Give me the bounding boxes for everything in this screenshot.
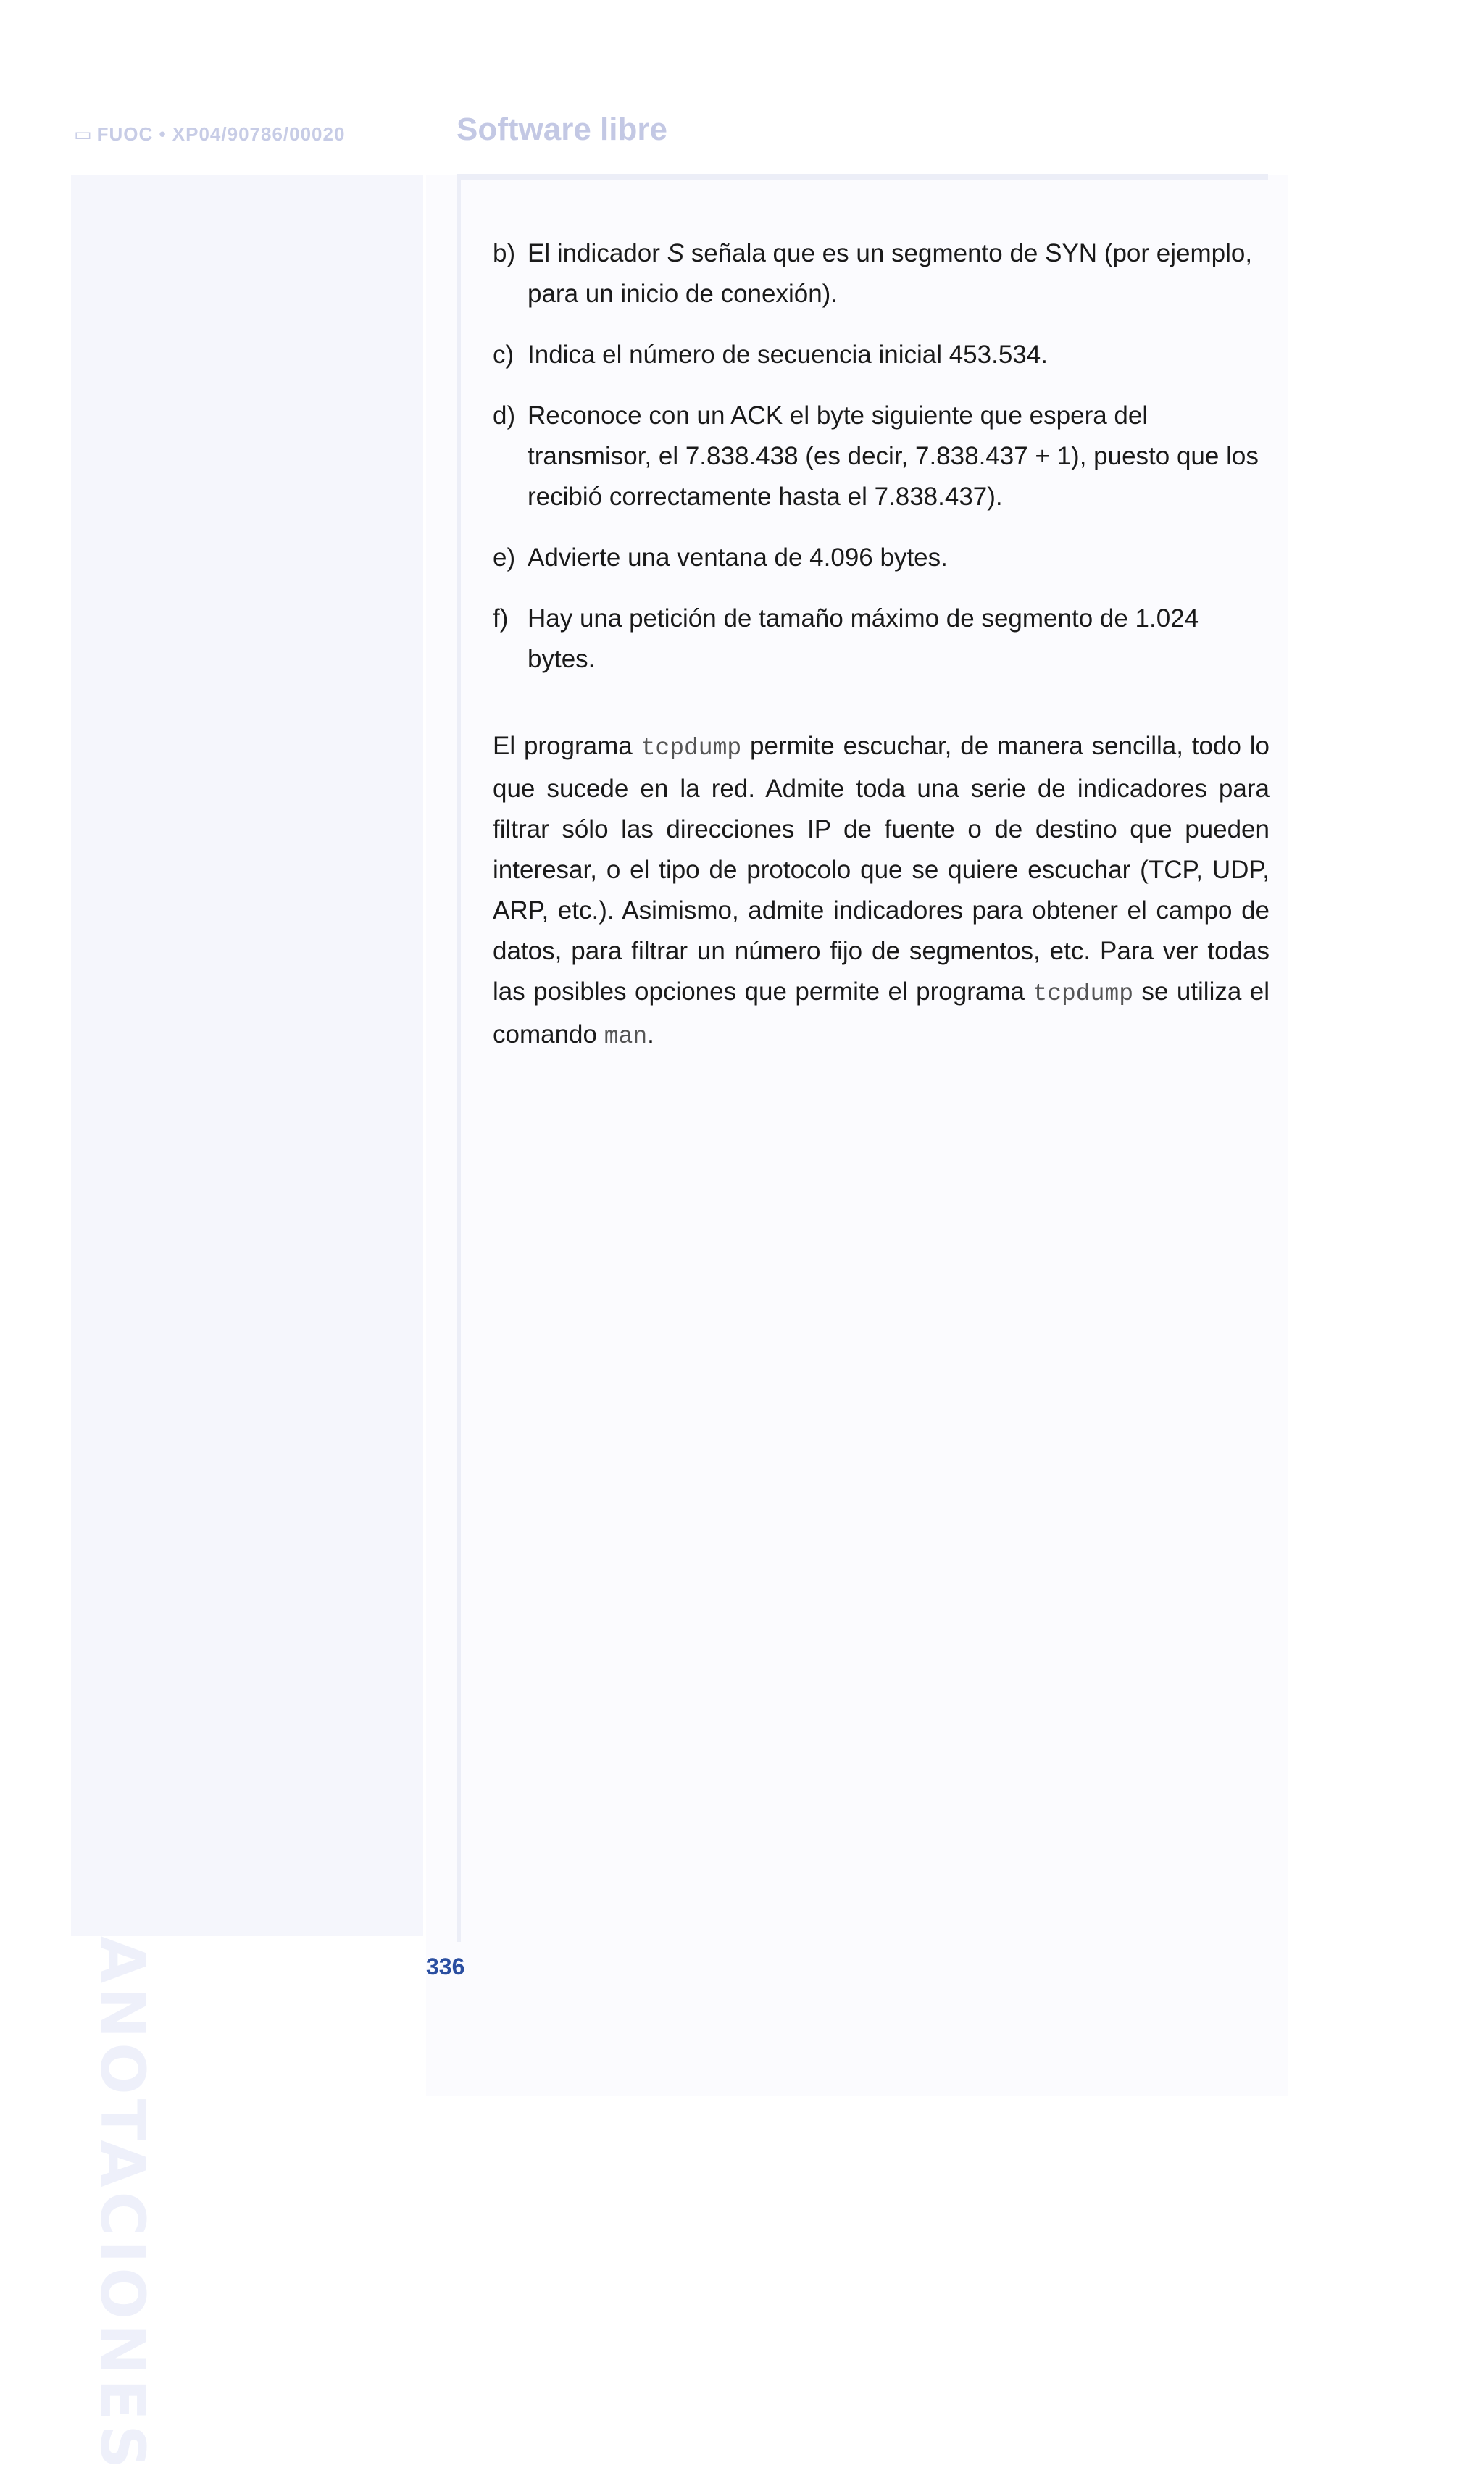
para-text: permite escuchar, de manera sencilla, todo lo que sucede en la red. Admite toda una serie de indicadores para filtrar sólo las direcciones IP de fuente o de destino que pueden interesar, o el tipo de protocolo que se quiere escuchar (TCP, UDP, ARP, etc.). Asimismo, admite indicadores para obtener el campo de datos, para filtrar un número fijo de segmentos, etc. Para ver todas las posibles opciones que permite el programa [493, 732, 1270, 1006]
sidebar-label: ANOTACIONES [87, 1936, 158, 2473]
list-text: Reconoce con un ACK el byte siguiente que espera del transmisor, el 7.838.438 (es decir, 7.838.437 + 1), puesto que los recibió correctamente hasta el 7.838.437). [528, 401, 1259, 511]
list-item-c [493, 335, 1270, 375]
publisher-code [74, 123, 345, 146]
body-paragraph [493, 726, 1270, 1057]
flag-s: S [667, 239, 684, 267]
left-rule [457, 174, 461, 1942]
list-item-d [493, 396, 1270, 517]
list-marker: e) [493, 543, 516, 572]
list-marker: c) [493, 341, 514, 369]
top-rule [457, 174, 1268, 180]
code-man: man [604, 1023, 648, 1050]
list-text: El indicador [528, 239, 667, 267]
main-content [493, 233, 1270, 1083]
list-text: señala que es un segmento de SYN (por ejemplo, para un inicio de conexión). [528, 239, 1253, 308]
book-title: Software libre [457, 112, 667, 147]
page-number: 336 [426, 1953, 465, 1980]
annotations-sidebar [71, 175, 423, 1936]
list-marker: d) [493, 401, 516, 430]
list-item-e [493, 538, 1270, 578]
fuoc-logo-icon: ▭ [74, 123, 93, 145]
para-text: . [647, 1020, 654, 1048]
code-tcpdump: tcpdump [1033, 980, 1134, 1007]
para-text: se utiliza el comando [493, 977, 1270, 1048]
list-item-f [493, 599, 1270, 680]
list-text: Advierte una ventana de 4.096 bytes. [528, 543, 948, 572]
list-item-b [493, 233, 1270, 314]
list-text: Hay una petición de tamaño máximo de segmento de 1.024 bytes. [528, 604, 1199, 673]
list-marker: f) [493, 604, 509, 633]
code-tcpdump: tcpdump [641, 735, 742, 762]
list-marker: b) [493, 239, 516, 267]
para-text: El programa [493, 732, 641, 760]
publisher-code-text: FUOC • XP04/90786/00020 [96, 123, 346, 145]
list-text: Indica el número de secuencia inicial 453.534. [528, 341, 1048, 369]
